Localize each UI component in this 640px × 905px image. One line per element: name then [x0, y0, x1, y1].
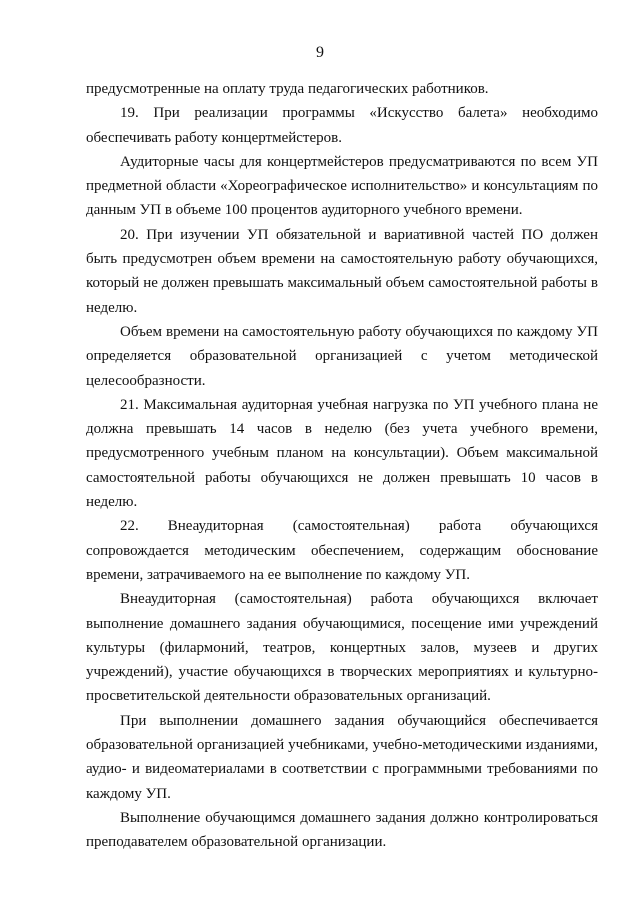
paragraph-item-21: 21. Максимальная аудиторная учебная нагрузка по УП учебного плана не должна превышать 14 часов в неделю (без учета учебного времени, предусмотренного учебным планом на консультации). Объем максимальной самостоятельной работы обучающихся не должен превышать 10 часов в неделю. — [86, 396, 598, 511]
paragraph-homework-control: Выполнение обучающимся домашнего задания должно контролироваться преподавателем образовательной организации. — [86, 809, 598, 851]
document-body — [86, 77, 598, 855]
paragraph-item-20: 20. При изучении УП обязательной и вариативной частей ПО должен быть предусмотрен объем времени на самостоятельную работу обучающихся, который не должен превышать максимальный объем самостоятельной работы в неделю. — [86, 226, 598, 316]
paragraph-extracurricular-work: Внеаудиторная (самостоятельная) работа обучающихся включает выполнение домашнего задания обучающимися, посещение ими учреждений культуры (филармоний, театров, концертных залов, музеев и других учреждений), участие обучающихся в творческих мероприятиях и культурно-просветительской деятельности образовательных организаций. — [86, 591, 598, 705]
paragraph-continuation: предусмотренные на оплату труда педагогических работников. — [86, 81, 489, 97]
paragraph-self-study-volume: Объем времени на самостоятельную работу обучающихся по каждому УП определяется образовательной организацией с учетом методической целесообразности. — [86, 323, 598, 389]
paragraph-item-19: 19. При реализации программы «Искусство балета» необходимо обеспечивать работу концертмейстеров. — [86, 105, 598, 146]
paragraph-item-22: 22. Внеаудиторная (самостоятельная) работа обучающихся сопровождается методическим обеспечением, содержащим обоснование времени, затрачиваемого на ее выполнение по каждому УП. — [86, 518, 598, 583]
page-number: 9 — [316, 44, 324, 61]
paragraph-homework-support: При выполнении домашнего задания обучающийся обеспечивается образовательной организацией учебниками, учебно-методическими изданиями, аудио- и видеоматериалами в соответствии с программными требованиями по каждому УП. — [86, 712, 598, 802]
paragraph-accompanist-hours: Аудиторные часы для концертмейстеров предусматриваются по всем УП предметной области «Хореографическое исполнительство» и консультациям по данным УП в объеме 100 процентов аудиторного учебного времени. — [86, 153, 598, 219]
